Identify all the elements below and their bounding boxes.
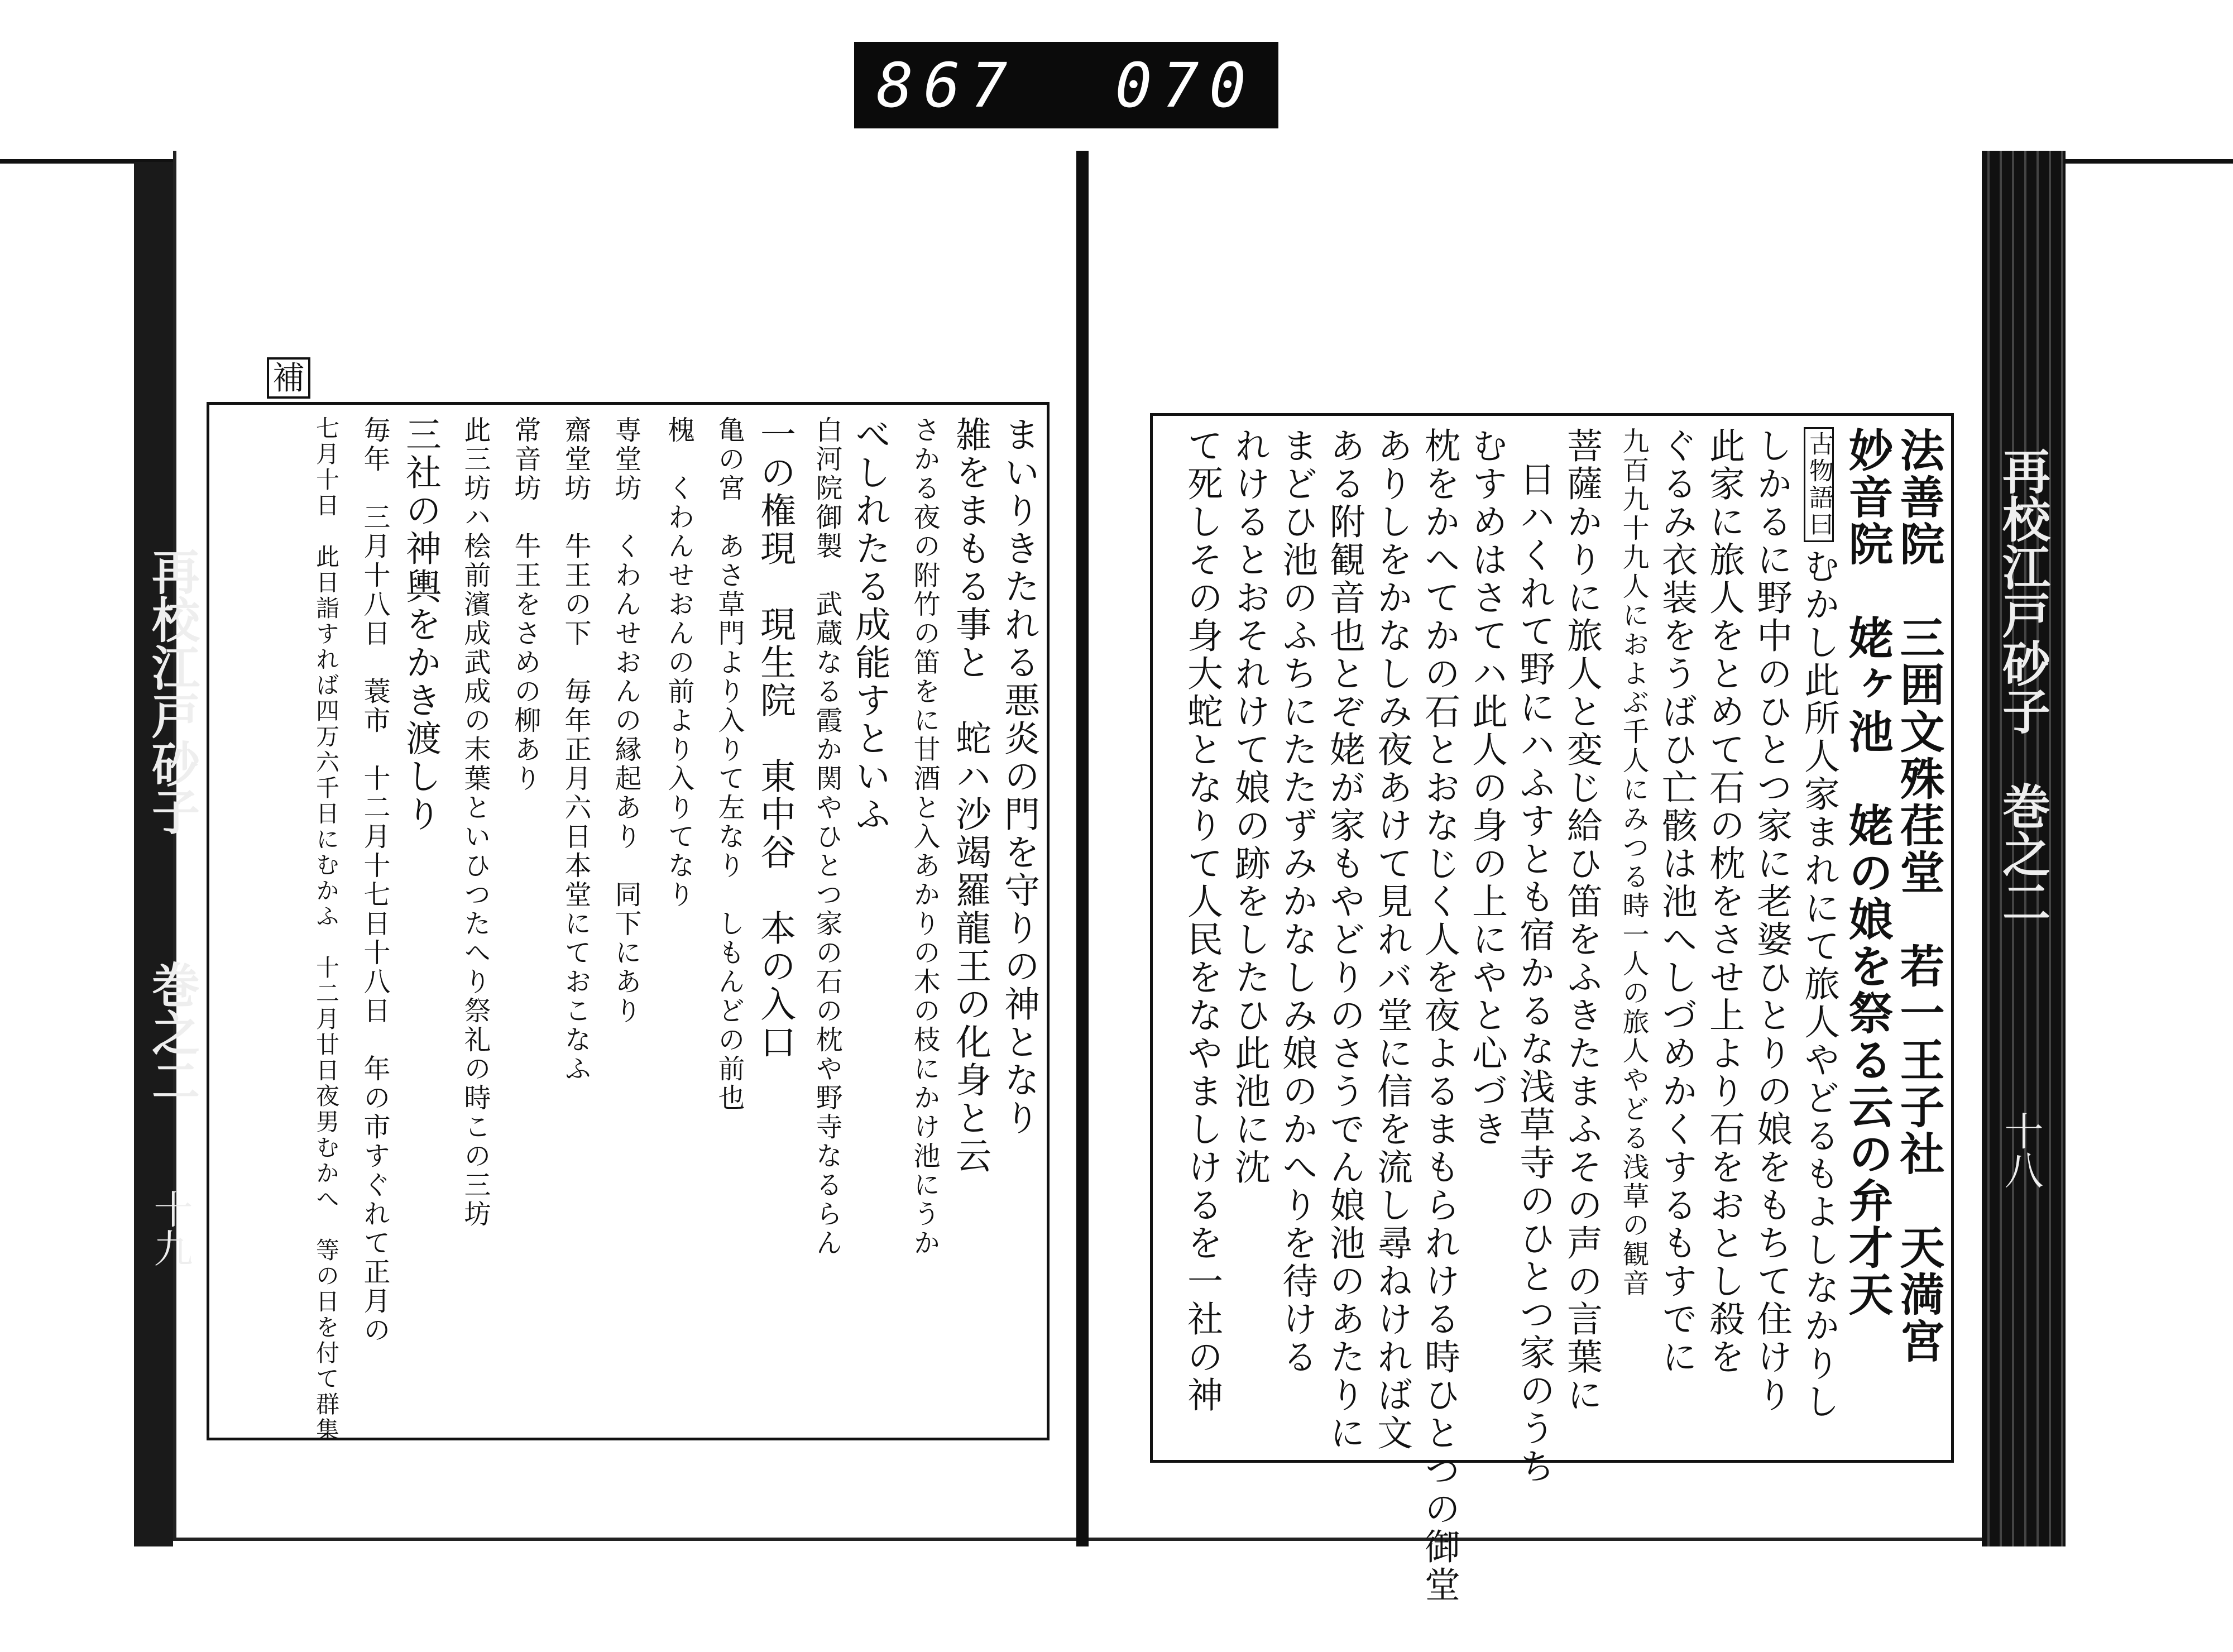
kobutsugatari-tag: 古物語曰 — [1804, 427, 1834, 542]
left-outer-edge — [134, 162, 173, 1546]
text-column: ありしをかなしみ夜あけて見れバ堂に信を流し尋ねければ文 — [1371, 427, 1412, 1452]
text-column: 三社の神輿をかき渡しり — [400, 416, 441, 834]
book-gutter — [1076, 151, 1089, 1546]
text-column: て死しその身大蛇となりて人民をなやましけるを一社の神 — [1181, 427, 1223, 1414]
text-column: 此家に旅人をとめて石の枕をさせ上より石をおとし殺を — [1703, 427, 1745, 1376]
left-volume: 巻之二 — [143, 960, 200, 1104]
text-column: ぐるみ衣装をうばひ亡骸は池へしづめかくするもすでに — [1656, 427, 1697, 1376]
right-text-frame — [1150, 413, 1954, 1604]
text-column: 枕をかへてかの石とおなじく人を夜よるまもられける時ひとつの御堂 — [1419, 427, 1460, 1604]
text-column: 日ハくれて野にハふすとも宿かるな浅草寺のひとつ家のうち — [1513, 461, 1555, 1486]
text-column: まどひ池のふちにたたずみかなしみ娘のかへりを待ける — [1276, 427, 1317, 1376]
text-column: しかるに野中のひとつ家に老婆ひとりの娘をもちて住けり — [1751, 427, 1792, 1414]
text-column — [1798, 427, 1839, 1421]
text-column: 常音坊 牛王をさめの柳あり — [510, 416, 541, 793]
text-column: べしれたる成能すといふ — [849, 416, 890, 834]
text-column: 七月十日 此日詣すれば四万六千日にむかふ 十二月廿日夜男むかへ 等の日を付て群集 — [313, 416, 340, 1443]
left-text-frame — [207, 402, 1050, 1443]
right-volume: 巻之二 — [1994, 782, 2050, 926]
text-column: 亀の宮 あさ草門より入りて左なり しもんどの前也 — [713, 416, 745, 1113]
text-column: 菩薩かりに旅人と変じ給ひ笛をふきたまふその声の言葉に — [1561, 427, 1602, 1414]
column-text: むかし此所人家まれにて旅人やどるもよしなかりし — [1798, 548, 1839, 1421]
left-running-title: 再校江戸砂子 — [143, 547, 200, 835]
text-column: まいりきたれる悪炎の門を守りの神となり — [998, 416, 1039, 1137]
text-column: 雑をまもる事と 蛇ハ沙竭羅龍王の化身と云 — [950, 416, 991, 1175]
text-column: 妙音院 姥ヶ池 姥の娘を祭る云の弁才天 — [1841, 427, 1894, 1318]
text-column: 九百九十九人におよぶ千人にみつる時一人の旅人やどる浅草の観音 — [1618, 427, 1649, 1298]
text-column: れけるとおそれけて娘の跡をしたひ此池に沈 — [1229, 427, 1270, 1186]
text-column: 白河院御製 武蔵なる霞か関やひとつ家の石の枕や野寺なるらん — [811, 416, 842, 1258]
text-column: さかる夜の附竹の笛をに甘酒と入あかりの木の枝にかけ池にうか — [909, 416, 940, 1258]
text-column: ある附観音也とぞ姥が家もやどりのさうでん娘池のあたりに — [1324, 427, 1365, 1452]
left-page-number: 十九 — [147, 1189, 193, 1267]
right-running-title: 再校江戸砂子 — [1994, 447, 2050, 735]
text-column: 毎年 三月十八日 蓑市 十二月十七日十八日 年の市すぐれて正月の — [359, 416, 390, 1345]
text-column: 一の権現 現生院 東中谷 本の入口 — [754, 416, 796, 1061]
supplement-tag: 補 — [267, 357, 310, 399]
text-column: むすめはさてハ此人の身の上にやと心づき — [1466, 427, 1507, 1148]
text-column: 専堂坊 くわんせおんの縁起あり 同下にあり — [610, 416, 641, 1026]
text-column: 此三坊ハ桧前濱成武成の末葉といひつたへり祭礼の時この三坊 — [459, 416, 491, 1229]
frame-label — [854, 42, 1278, 128]
right-page-number: 十八 — [1998, 1111, 2044, 1189]
text-column: 齋堂坊 牛王の下 毎年正月六日本堂にておこなふ — [560, 416, 591, 1084]
text-column: 槐 くわんせおんの前より入りてなり — [663, 416, 694, 909]
text-column: 法善院 三囲文殊荏堂 若一王子社 天満宮 — [1892, 427, 1945, 1365]
reel-number: 867 — [876, 49, 1018, 121]
frame-number: 070 — [1115, 49, 1256, 121]
